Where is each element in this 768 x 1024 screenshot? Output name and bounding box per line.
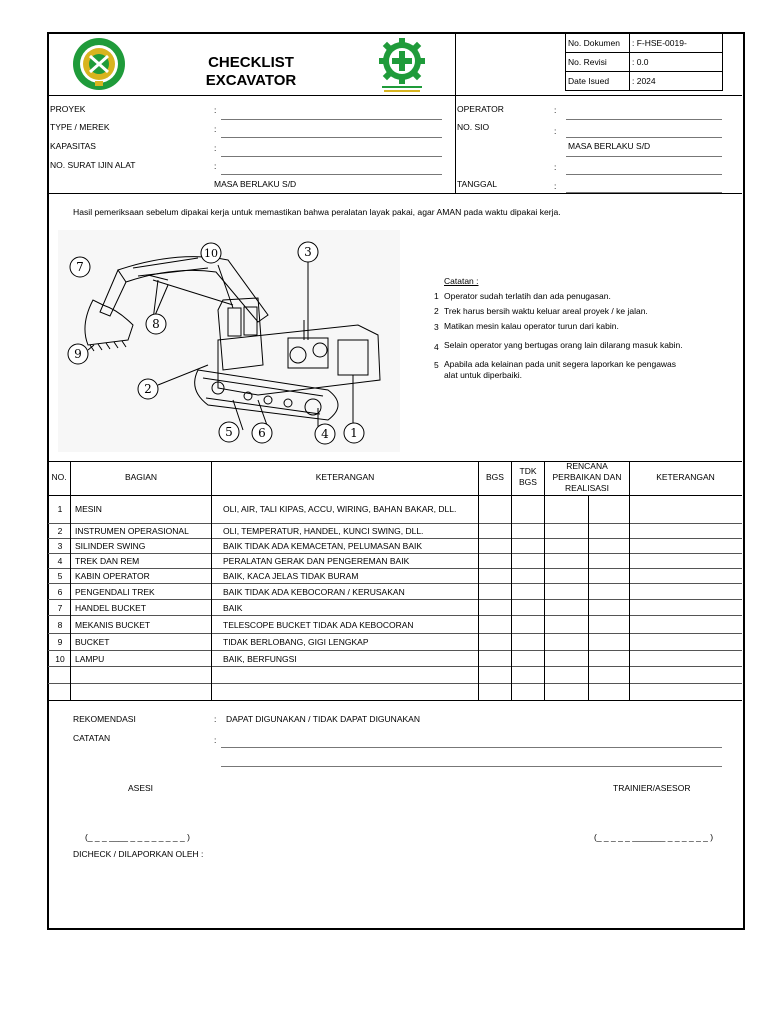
row-bagian: LAMPU xyxy=(75,654,105,664)
intro-text: Hasil pemeriksaan sebelum dipakai kerja untuk memastikan bahwa peralatan layak pakai, agar AMAN pada waktu dipakai kerja. xyxy=(73,207,561,217)
no-sio-field[interactable] xyxy=(566,137,722,138)
row-keterangan: BAIK TIDAK ADA KEBOCORAN / KERUSAKAN xyxy=(223,587,405,597)
doc-row-divider xyxy=(565,52,722,53)
row-bagian: MESIN xyxy=(75,504,102,514)
colon: : xyxy=(214,105,217,115)
row-bagian: INSTRUMEN OPERASIONAL xyxy=(75,526,189,536)
callout-label-10: 10 xyxy=(204,247,218,260)
row-divider xyxy=(48,650,742,651)
rekomendasi-options[interactable]: DAPAT DIGUNAKAN / TIDAK DAPAT DIGUNAKAN xyxy=(226,714,420,724)
colon: : xyxy=(214,161,217,171)
header-rencana: PERBAIKAN DAN xyxy=(552,472,622,482)
colon: : xyxy=(554,162,557,172)
table-header-bottom xyxy=(48,495,742,496)
callout-label-8: 8 xyxy=(152,317,160,331)
row-keterangan: BAIK TIDAK ADA KEMACETAN, PELUMASAN BAIK xyxy=(223,541,423,551)
row-keterangan: PERALATAN GERAK DAN PENGEREMAN BAIK xyxy=(223,556,410,566)
doc-number-value: : F-HSE-0019- xyxy=(632,38,687,48)
col-divider xyxy=(588,495,589,700)
row-no: 3 xyxy=(57,541,63,551)
notes-title: Catatan : xyxy=(444,276,479,286)
masa-berlaku-right-label: MASA BERLAKU S/D xyxy=(568,141,651,151)
row-keterangan: BAIK xyxy=(223,603,243,613)
row-bagian: BUCKET xyxy=(75,637,110,647)
revision-value: : 0.0 xyxy=(632,57,649,67)
row-divider xyxy=(48,583,742,584)
row-bagian: SILINDER SWING xyxy=(75,541,146,551)
row-no: 2 xyxy=(57,526,63,536)
row-no: 4 xyxy=(57,556,63,566)
header-no: NO. xyxy=(51,472,67,482)
date-issued-label: Date Isued xyxy=(568,76,610,86)
row-keterangan: OLI, AIR, TALI KIPAS, ACCU, WIRING, BAHAN BAKAR, DLL. xyxy=(223,504,457,514)
operator-label: OPERATOR xyxy=(457,104,504,114)
row-no: 7 xyxy=(57,603,63,613)
doc-col-divider xyxy=(629,33,630,90)
row-keterangan: TIDAK BERLOBANG, GIGI LENGKAP xyxy=(223,637,369,647)
callout-label-2: 2 xyxy=(144,382,152,396)
row-divider xyxy=(48,568,742,569)
callout-label-1: 1 xyxy=(350,426,358,440)
callout-label-9: 9 xyxy=(74,347,82,361)
row-no: 10 xyxy=(55,654,65,664)
operator-field[interactable] xyxy=(566,119,722,120)
catatan-label: CATATAN xyxy=(73,733,111,743)
row-no: 5 xyxy=(57,571,63,581)
dicheck-label: DICHECK / DILAPORKAN OLEH : xyxy=(73,849,204,859)
row-keterangan: TELESCOPE BUCKET TIDAK ADA KEBOCORAN xyxy=(223,620,414,630)
header-tdk: TDK xyxy=(519,466,537,476)
doc-number-label: No. Dokumen xyxy=(568,38,620,48)
row-keterangan: BAIK, KACA JELAS TIDAK BURAM xyxy=(223,571,359,581)
k3-gear-cross-logo xyxy=(372,36,432,94)
col-divider xyxy=(211,461,212,700)
note-text: Operator sudah terlatih dan ada penugasan. xyxy=(444,291,611,301)
colon: : xyxy=(554,126,557,136)
row-no: 9 xyxy=(57,637,63,647)
proyek-field[interactable] xyxy=(221,119,442,120)
row-no: 8 xyxy=(57,620,63,630)
col-divider xyxy=(629,461,630,700)
table-top-border xyxy=(48,461,742,462)
row-bagian: MEKANIS BUCKET xyxy=(75,620,151,630)
date-issued-value: : 2024 xyxy=(632,76,656,86)
row-divider xyxy=(48,666,742,667)
callout-label-7: 7 xyxy=(76,260,84,274)
kapasitas-field[interactable] xyxy=(221,156,442,157)
colon: : xyxy=(214,124,217,134)
note-number: 5 xyxy=(434,360,439,370)
proyek-label: PROYEK xyxy=(50,104,86,114)
callout-label-3: 3 xyxy=(304,245,312,259)
header-tdk-bgs: BGS xyxy=(519,477,537,487)
note-number: 1 xyxy=(434,291,439,301)
header-bgs: BGS xyxy=(486,472,504,482)
callout-label-5: 5 xyxy=(225,425,233,439)
callout-label-6: 6 xyxy=(258,426,266,440)
note-number: 3 xyxy=(434,322,439,332)
doc-row-divider xyxy=(565,71,722,72)
row-divider xyxy=(48,523,742,524)
note-text: Trek harus bersih waktu keluar areal proyek / ke jalan. xyxy=(444,306,648,316)
row-divider xyxy=(48,599,742,600)
info-divider xyxy=(48,193,742,194)
colon: : xyxy=(214,735,217,745)
surat-ijin-label: NO. SURAT IJIN ALAT xyxy=(50,160,136,170)
row-divider xyxy=(48,615,742,616)
row-no: 1 xyxy=(57,504,63,514)
note-text: Selain operator yang bertugas orang lain dilarang masuk kabin. xyxy=(444,340,683,350)
header-rencana: RENCANA xyxy=(566,461,608,471)
row-bagian: HANDEL BUCKET xyxy=(75,603,147,613)
table-bottom-border xyxy=(48,700,742,701)
note-number: 2 xyxy=(434,306,439,316)
row-divider xyxy=(48,553,742,554)
revision-label: No. Revisi xyxy=(568,57,607,67)
note-text: Apabila ada kelainan pada unit segera laporkan ke pengawas xyxy=(444,359,677,369)
masa-berlaku-left-label: MASA BERLAKU S/D xyxy=(214,179,297,189)
col-divider xyxy=(544,461,545,700)
row-divider xyxy=(48,683,742,684)
row-divider xyxy=(48,538,742,539)
colon: : xyxy=(214,714,217,724)
masa-berlaku-right-field[interactable] xyxy=(566,156,722,157)
row-divider xyxy=(48,633,742,634)
header-vertical-divider xyxy=(455,33,456,193)
col-divider xyxy=(70,461,71,700)
row-bagian: PENGENDALI TREK xyxy=(75,587,155,597)
row-bagian: KABIN OPERATOR xyxy=(75,571,150,581)
row-keterangan: OLI, TEMPERATUR, HANDEL, KUNCI SWING, DLL. xyxy=(223,526,424,536)
company-seal-logo xyxy=(66,36,132,92)
kapasitas-label: KAPASITAS xyxy=(50,141,96,151)
title-line-2: EXCAVATOR xyxy=(205,72,297,89)
catatan-field-line-2[interactable] xyxy=(221,766,722,767)
header-bagian: BAGIAN xyxy=(124,472,158,482)
asesi-signature-line[interactable]: (_ _ _ ____ _ _ _ _ _ _ _ _ ) xyxy=(85,832,190,842)
colon: : xyxy=(554,105,557,115)
header-keterangan: KETERANGAN xyxy=(315,472,375,482)
note-text: Matikan mesin kalau operator turun dari kabin. xyxy=(444,321,619,331)
note-number: 4 xyxy=(434,342,439,352)
rekomendasi-label: REKOMENDASI xyxy=(73,714,136,724)
callout-label-4: 4 xyxy=(321,427,329,441)
col-divider xyxy=(478,461,479,700)
row-keterangan: BAIK, BERFUNGSI xyxy=(223,654,297,664)
surat-ijin-field[interactable] xyxy=(221,174,442,175)
note-text-continued: alat untuk diperbaiki. xyxy=(444,370,522,380)
tanggal-label: TANGGAL xyxy=(457,179,497,189)
header-keterangan-2: KETERANGAN xyxy=(656,472,715,482)
colon: : xyxy=(214,143,217,153)
header-divider xyxy=(48,95,742,96)
title-line-1: CHECKLIST xyxy=(208,54,294,71)
excavator-diagram xyxy=(58,230,400,452)
trainer-signature-line[interactable]: (_ _ _ _ _ _______ _ _ _ _ _ _ ) xyxy=(594,832,714,842)
type-merek-field[interactable] xyxy=(221,137,442,138)
row-bagian: TREK DAN REM xyxy=(75,556,140,566)
row-no: 6 xyxy=(57,587,63,597)
asesi-label: ASESI xyxy=(128,783,154,793)
no-sio-label: NO. SIO xyxy=(457,122,490,132)
colon: : xyxy=(554,181,557,191)
masa-berlaku-extra-field[interactable] xyxy=(566,174,722,175)
catatan-field-line-1[interactable] xyxy=(221,747,722,748)
col-divider xyxy=(511,461,512,700)
trainer-asesor-label: TRAINIER/ASESOR xyxy=(613,783,691,793)
type-merek-label: TYPE / MEREK xyxy=(50,122,110,132)
header-rencana: REALISASI xyxy=(565,483,609,493)
